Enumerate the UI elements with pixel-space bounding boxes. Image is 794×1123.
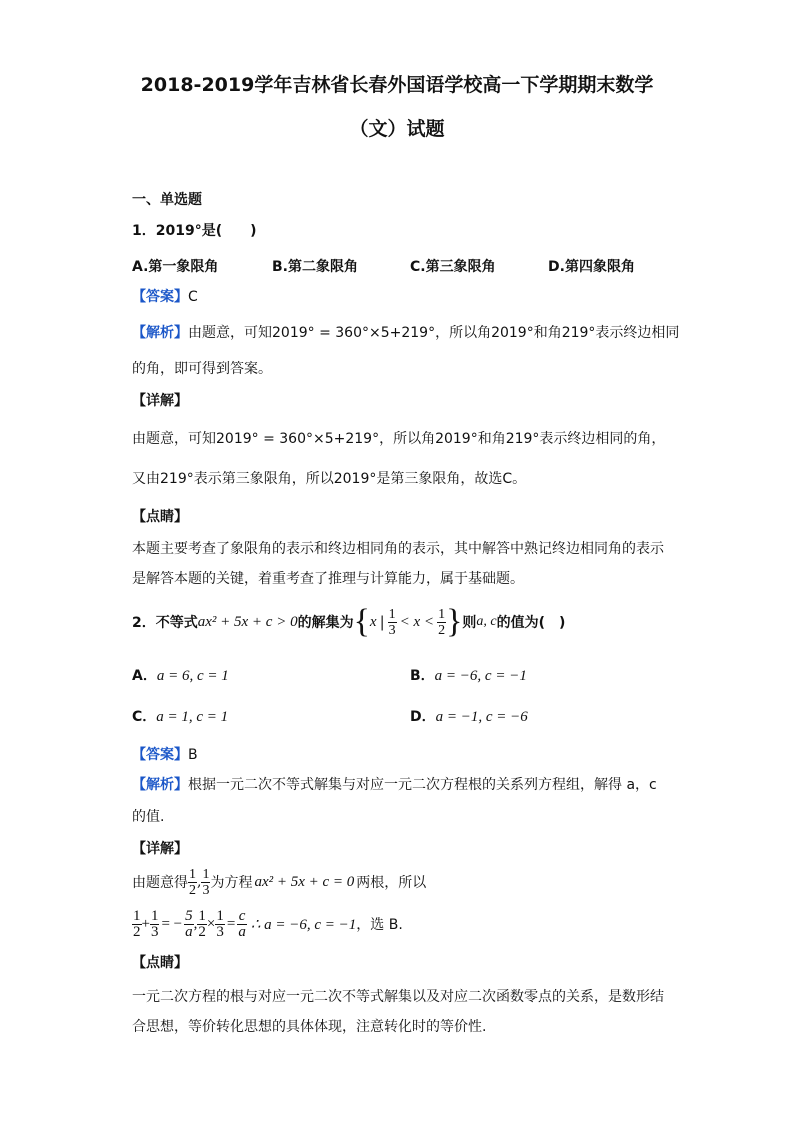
page-title-line2: （文）试题 [349,118,445,140]
q1-analysis-tag: 【解析】 [132,325,188,341]
q2-comment-line1: 一元二次方程的根与对应一元二次不等式解集以及对应二次函数零点的关系，是数形结 [132,989,664,1005]
q2-set-lhs [388,607,397,638]
q2-option-d-label: D． [410,709,436,725]
q1-detail-line1: 由题意，可知2019° = 360°×5+219°，所以角2019°和角219°表示终边相同的角， [132,431,666,447]
q1-answer-tag: 【答案】 [132,289,188,305]
q2-detail-text-c: 两根，所以 [356,875,427,891]
q2-set-bar: | [379,613,385,631]
q2-option-d-value: a = −1, c = −6 [435,709,528,725]
q1-detail-tag: 【详解】 [132,393,188,409]
right-brace-icon: } [446,603,463,640]
q2-detail-tag: 【详解】 [132,841,188,857]
q2-comment-line2: 合思想，等价转化思想的具体体现，注意转化时的等价性. [132,1019,487,1035]
page-title-line1: 2018-2019学年吉林省长春外国语学校高一下学期期末数学 [140,74,654,96]
q2-answer-tag: 【答案】 [132,747,188,763]
q2-option-b-label: B． [410,668,435,684]
frac-num: 1 [198,907,206,924]
frac-num: c [238,907,246,924]
left-brace-icon: { [353,603,370,640]
frac-num: 1 [202,866,210,882]
frac-den: 2 [198,923,206,940]
frac-den: 2 [133,923,141,940]
q2-number: 2． [132,615,156,631]
q2-detail-text-b: 为方程 [210,875,253,891]
q1-option-a: A.第一象限角 [132,259,219,275]
q2-detail-frac-third [201,867,210,898]
frac-num: 1 [133,907,141,924]
frac-den: 2 [189,882,196,898]
times-sign: × [206,915,216,932]
frac [237,909,247,940]
q2-analysis-line2: 的值. [132,809,165,825]
q2-stem-vars: a, c [476,614,497,629]
comma: , [193,915,198,932]
q2-stem-d: 的值为( ) [496,615,566,631]
frac [150,909,160,940]
q2-detail-equation: ax² + 5x + c = 0 [254,873,355,890]
q1-detail-line2: 又由219°表示第三象限角，所以2019°是第三象限角，故选C。 [132,471,527,487]
q2-detail-pick: ，选 B. [356,917,403,933]
q1-stem [132,220,257,240]
frac-num: 5 [185,907,193,924]
q2-option-d [410,706,528,726]
q2-answer: B [188,747,198,763]
q2-answer-line [132,744,198,764]
plus-sign: + [141,915,150,932]
q1-comment-tag: 【点睛】 [132,509,188,525]
frac-num: 1 [388,606,396,622]
q2-stem-b: 的解集为 [297,615,354,631]
q2-detail-line1 [132,862,426,902]
q2-option-b-value: a = −6, c = −1 [434,668,527,684]
q1-analysis-line2: 的角，即可得到答案。 [132,361,272,377]
q1-comment-line1: 本题主要考查了象限角的表示和终边相同角的表示，其中解答中熟记终边相同角的表示 [132,541,664,557]
q1-comment-line2: 是解答本题的关键，着重考查了推理与计算能力，属于基础题。 [132,571,524,587]
q2-detail-text-a: 由题意得 [132,875,188,891]
frac [197,909,207,940]
frac-den: 2 [438,622,446,638]
q2-set-var: x [369,613,377,630]
q2-option-a-value: a = 6, c = 1 [156,668,229,684]
equals-sign: = [226,915,236,932]
q2-option-c-label: C． [132,709,157,725]
frac-den: 3 [388,622,396,638]
q1-analysis-text1: 由题意，可知2019° = 360°×5+219°，所以角2019°和角219°表示终边相同 [188,325,680,341]
q2-set-mid: < x < [399,613,435,630]
q1-stem-text: 2019°是( ) [155,223,257,239]
q1-option-d: D.第四象限角 [548,259,635,275]
q2-option-c [132,706,228,726]
q2-stem-c: 则 [462,615,477,631]
q2-comment-tag: 【点睛】 [132,955,188,971]
q1-answer: C [188,289,198,305]
q1-answer-line [132,286,198,306]
frac-den: 3 [216,923,224,940]
q2-option-a-label: A． [132,668,157,684]
frac-den: a [238,923,246,940]
q1-option-b: B.第二象限角 [272,259,358,275]
q2-analysis-tag: 【解析】 [132,777,188,793]
q2-stem-a: 不等式 [155,615,198,631]
frac-den: a [185,923,193,940]
section-heading: 一、单选题 [132,192,202,208]
frac [132,909,142,940]
q2-analysis-line1 [132,774,657,794]
q1-analysis-line1 [132,322,679,342]
q2-option-c-value: a = 1, c = 1 [156,709,229,725]
frac [215,909,225,940]
q2-detail-result: ∴ a = −6, c = −1 [250,916,357,933]
q2-set-rhs [437,607,446,638]
q2-analysis-text1: 根据一元二次不等式解集与对应一元二次方程根的关系列方程组，解得 a，c [188,777,657,793]
q2-detail-comma: , [197,874,202,890]
q2-detail-line2 [132,904,403,944]
q2-option-b [410,665,527,685]
q2-stem [132,600,565,644]
equals-minus: = − [161,915,183,932]
q2-detail-frac-half [188,867,197,898]
frac-num: 1 [438,606,446,622]
frac-den: 3 [202,882,210,898]
frac-den: 3 [150,923,159,940]
frac-num: 1 [216,907,224,924]
q1-option-c: C.第三象限角 [410,259,496,275]
frac-num: 1 [189,866,196,882]
q1-number: 1． [132,223,156,239]
q2-inequality: ax² + 5x + c > 0 [197,613,298,630]
frac [184,909,194,940]
frac-num: 1 [150,907,159,924]
q2-option-a [132,665,229,685]
